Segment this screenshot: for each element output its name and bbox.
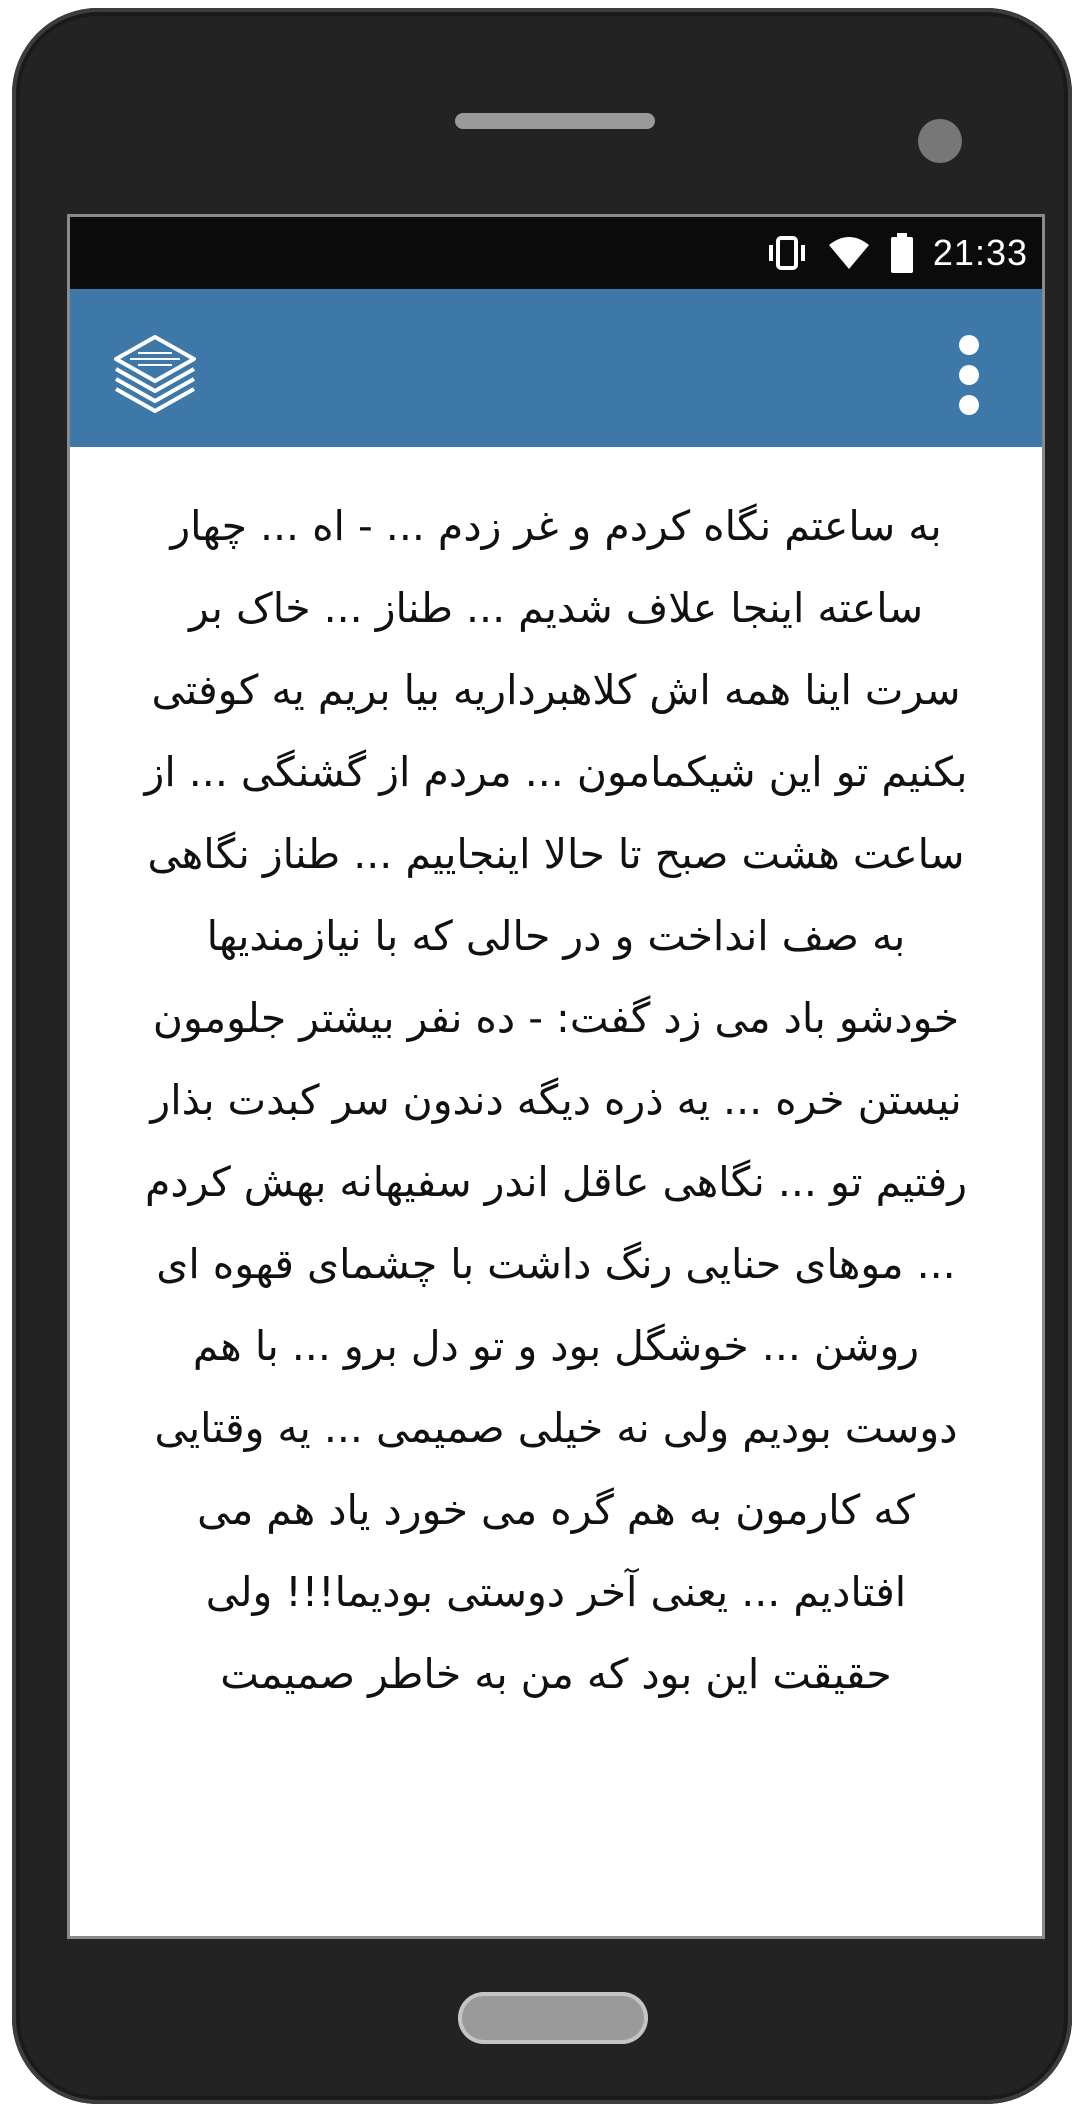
battery-icon [889, 233, 915, 273]
earpiece-speaker [455, 113, 655, 129]
front-camera [918, 119, 962, 163]
wifi-icon [827, 235, 871, 271]
status-clock: 21:33 [932, 232, 1028, 273]
overflow-menu-icon[interactable] [954, 335, 984, 415]
app-bar [70, 289, 1042, 447]
phone-screen [70, 217, 1042, 1936]
vibrate-icon [765, 235, 809, 271]
status-bar [70, 217, 1042, 289]
status-icons [765, 217, 1028, 289]
phone-frame [12, 8, 1072, 2104]
layers-icon[interactable] [112, 333, 198, 417]
home-button[interactable] [458, 1992, 648, 2044]
story-text: به ساعتم نگاه کردم و غر زدم ... - اه ... چهار ساعته اینجا علاف شدیم ... طناز ... خاک بر سرت اینا همه اش کلاهبرداریه بیا بریم یه کوفتی بکنیم تو این شیکمامون ... مردم از گشنگی ... از ساعت هشت صبح تا حالا اینجاییم ... طناز نگاهی به صف انداخت و در حالی که با نیازمندیها خودشو باد می زد گفت: - ده نفر بیشتر جلومون نیستن خره ... یه ذره دیگه دندون سر کبدت بذار رفتیم تو ... نگاهی عاقل اندر سفیهانه بهش کردم ... موهای حنایی رنگ داشت با چشمای قهوه ای روشن ... خوشگل بود و تو دل برو ... با هم دوست بودیم ولی نه خیلی صمیمی ... یه وقتایی که کارمون به هم گره می خورد یاد هم می افتادیم ... یعنی آخر دوستی بودیما!!! ولی حقیقت این بود که من به خاطر صمیمت [144, 502, 968, 1698]
